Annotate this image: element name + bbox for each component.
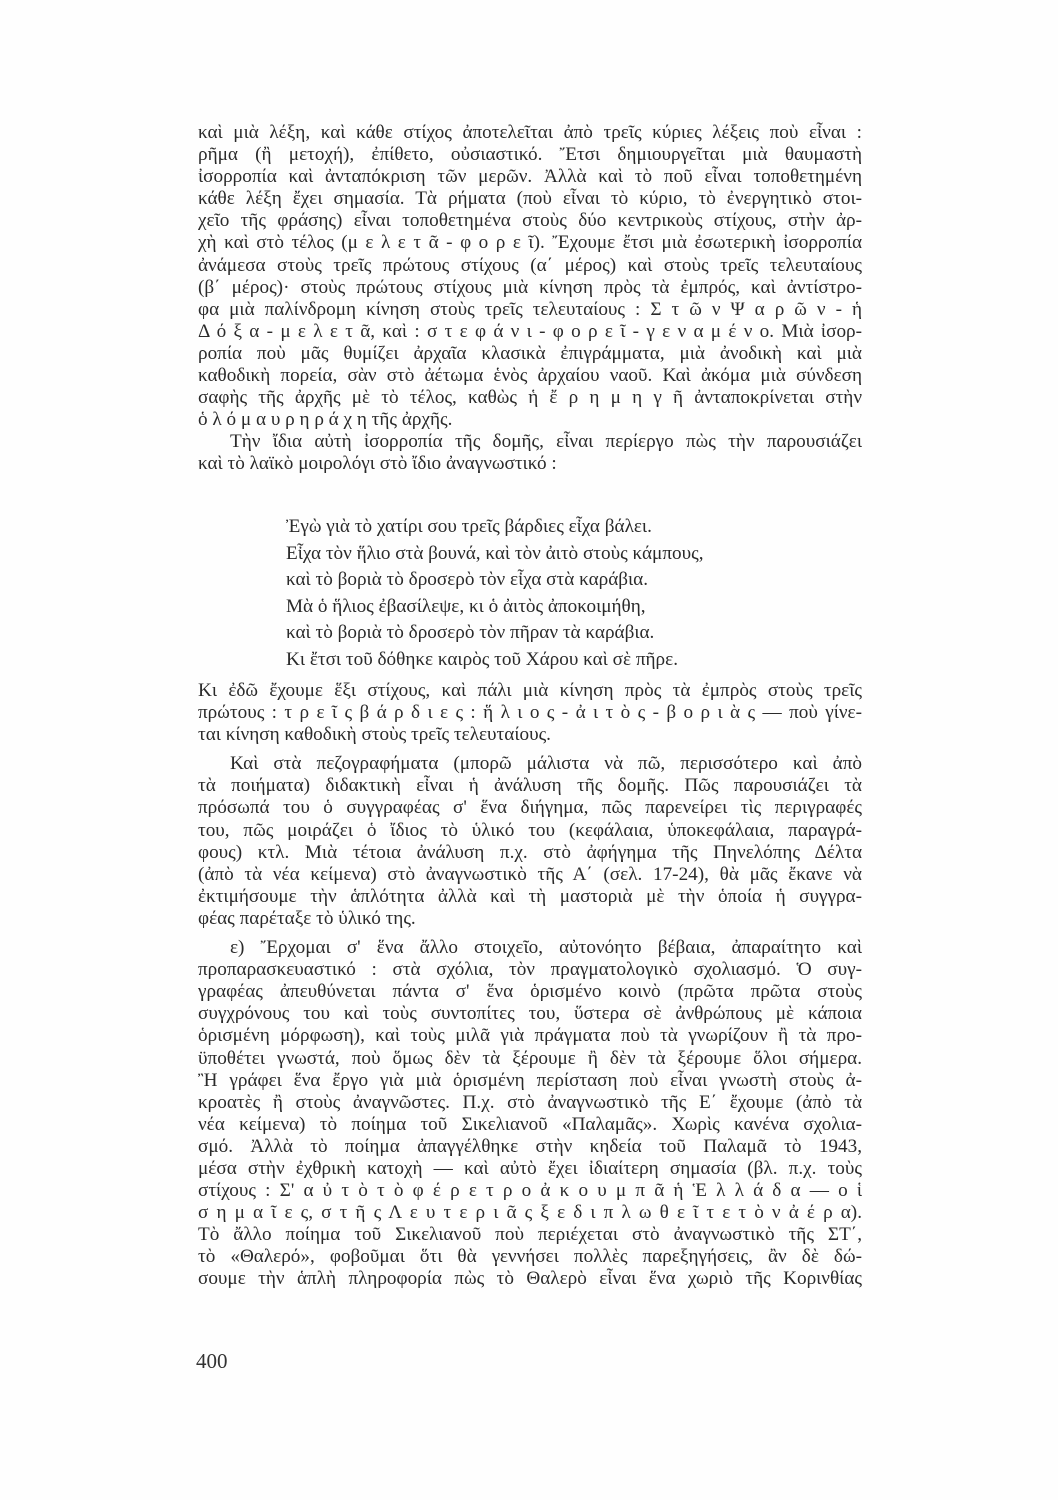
text-line: συγχρόνους του καὶ τοὺς συντοπίτες του, ὕστερα σὲ ἀνθρώπους μὲ κάποια	[198, 1003, 862, 1025]
text-line: (ἀπὸ τὰ νέα κείμενα) στὸ ἀναγνωστικὸ τῆς Α΄ (σελ. 17-24), θὰ μᾶς ἔκανε νὰ	[198, 863, 862, 885]
text-line: σουμε τὴν ἁπλὴ πληροφορία πὼς τὸ Θαλερὸ εἶναι ἕνα χωριὸ τῆς Κορινθίας	[198, 1268, 862, 1290]
text-line: πρόσωπά του ὁ συγγραφέας σ' ἕνα διήγημα, πῶς παρενείρει τὶς περιγραφές	[198, 797, 862, 819]
text-line: ἰσορροπία καὶ ἀνταπόκριση τῶν μερῶν. Ἀλλὰ καὶ τὸ ποῦ εἶναι τοποθετημένη	[198, 166, 862, 188]
page-number: 400	[196, 1349, 228, 1373]
text-line: ὁ λ ό μ α υ ρ η ρ ά χ η τῆς ἀρχῆς.	[198, 409, 453, 431]
poem-line: Ἐγὼ γιὰ τὸ χατίρι σου τρεῖς βάρδιες εἶχα βάλει.	[286, 516, 652, 537]
text-line: ϋποθέτει γνωστά, ποὺ ὅμως δὲν τὰ ξέρουμε ἢ δὲν τὰ ξέρουμε ὅλοι σήμερα.	[198, 1047, 862, 1069]
text-line: Δ ό ξ α - μ ε λ ε τ ᾶ, καὶ : σ τ ε φ ά ν ι - φ ο ρ ε ῖ - γ ε ν α μ έ ν ο. Μιὰ ἰσορ-	[198, 320, 862, 342]
text-line: ται κίνηση καθοδικὴ στοὺς τρεῖς τελευταίους.	[198, 724, 551, 746]
text-line: του, πῶς μοιράζει ὁ ἴδιος τὸ ὑλικό του (κεφάλαια, ὑποκεφάλαια, παραγρά-	[198, 819, 862, 841]
text-line: φέας παρέταξε τὸ ὑλικό της.	[198, 907, 416, 929]
text-line: πρώτους : τ ρ ε ῖ ς β ά ρ δ ι ε ς : ἥ λ ι ο ς - ἀ ι τ ὸ ς - β ο ρ ι ὰ ς — ποὺ γίνε-	[198, 702, 862, 724]
paragraph-block-1	[198, 122, 862, 476]
text-line: ροπία ποὺ μᾶς θυμίζει ἀρχαῖα κλασικὰ ἐπιγράμματα, μιὰ ἀνοδικὴ καὶ μιὰ	[198, 342, 862, 364]
text-line: στίχους : Σ' α ὐ τ ὸ τ ὸ φ έ ρ ε τ ρ ο ἀ κ ο υ μ π ᾶ ἡ Ἑ λ λ ά δ α — ο ἱ	[198, 1180, 862, 1202]
paragraph-block-2	[198, 680, 862, 1291]
text-line: φους) κτλ. Μιὰ τέτοια ἀνάλυση π.χ. στὸ ἀφήγημα τῆς Πηνελόπης Δέλτα	[198, 841, 862, 863]
text-line: Καὶ στὰ πεζογραφήματα (μπορῶ μάλιστα νὰ πῶ, περισσότερο καὶ ἀπὸ	[230, 753, 862, 775]
text-line: προπαρασκευαστικό : στὰ σχόλια, τὸν πραγματολογικὸ σχολιασμό. Ὁ συγ-	[198, 959, 862, 981]
text-line: καὶ τὸ λαϊκὸ μοιρολόγι στὸ ἴδιο ἀναγνωστικό :	[198, 453, 557, 475]
poem-line: Εἶχα τὸν ἥλιο στὰ βουνά, καὶ τὸν ἀιτὸ στοὺς κάμπους,	[286, 542, 704, 564]
poem-line: Κι ἔτσι τοῦ δόθηκε καιρὸς τοῦ Χάρου καὶ σὲ πῆρε.	[286, 648, 678, 670]
text-line: Τὸ ἄλλο ποίημα τοῦ Σικελιανοῦ ποὺ περιέχεται στὸ ἀναγνωστικὸ τῆς ΣΤ΄,	[198, 1224, 862, 1246]
text-line: ρῆμα (ἢ μετοχή), ἐπίθετο, οὐσιαστικό. Ἔτσι δημιουργεῖται μιὰ θαυμαστὴ	[198, 144, 862, 166]
text-line: μέσα στὴν ἐχθρικὴ κατοχὴ — καὶ αὐτὸ ἔχει ἰδιαίτερη σημασία (βλ. π.χ. τοὺς	[198, 1157, 862, 1179]
folk-lament-poem	[286, 514, 866, 674]
text-line: φα μιὰ παλίνδρομη κίνηση στοὺς τρεῖς τελευταίους : Σ τ ῶ ν Ψ α ρ ῶ ν - ἡ	[198, 298, 862, 320]
text-line: τὰ ποιήματα) διδακτικὴ εἶναι ἡ ἀνάλυση τῆς δομῆς. Πῶς παρουσιάζει τὰ	[198, 775, 862, 797]
text-line: Κι ἐδῶ ἔχουμε ἕξι στίχους, καὶ πάλι μιὰ κίνηση πρὸς τὰ ἐμπρὸς στοὺς τρεῖς	[198, 680, 862, 701]
text-line: ὁρισμένη μόρφωση), καὶ τοὺς μιλᾶ γιὰ πράγματα ποὺ τὰ γνωρίζουν ἢ τὰ προ-	[198, 1025, 862, 1047]
text-line: ἀνάμεσα στοὺς τρεῖς πρώτους στίχους (α΄ μέρος) καὶ στοὺς τρεῖς τελευταίους	[198, 254, 862, 276]
text-line: σ η μ α ῖ ε ς, σ τ ῆ ς Λ ε υ τ ε ρ ι ᾶ ς ξ ε δ ι π λ ω θ ε ῖ τ ε τ ὸ ν ἀ έ ρ α).	[198, 1202, 862, 1224]
text-line: χεῖο τῆς φράσης) εἶναι τοποθετημένα στοὺς δύο κεντρικοὺς στίχους, στὴν ἀρ-	[198, 210, 862, 232]
text-line: καθοδικὴ πορεία, σὰν στὸ ἀέτωμα ἑνὸς ἀρχαίου ναοῦ. Καὶ ἀκόμα μιὰ σύνδεση	[198, 365, 862, 387]
text-line: καὶ μιὰ λέξη, καὶ κάθε στίχος ἀποτελεῖται ἀπὸ τρεῖς κύριες λέξεις ποὺ εἶναι :	[198, 122, 862, 143]
text-line: κάθε λέξη ἔχει σημασία. Τὰ ρήματα (ποὺ εἶναι τὸ κύριο, τὸ ἐνεργητικὸ στοι-	[198, 188, 862, 210]
text-line: ἐκτιμήσουμε τὴν ἁπλότητα ἀλλὰ καὶ τὴ μαστοριὰ μὲ τὴν ὁποία ἡ συγγρα-	[198, 885, 862, 907]
poem-line: καὶ τὸ βοριὰ τὸ δροσερὸ τὸν εἶχα στὰ καράβια.	[286, 569, 649, 591]
poem-line: Μὰ ὁ ἥλιος ἐβασίλεψε, κι ὁ ἀιτὸς ἀποκοιμήθη,	[286, 595, 646, 617]
text-line: νέα κείμενα) τὸ ποίημα τοῦ Σικελιανοῦ «Παλαμᾶς». Χωρὶς κανένα σχολια-	[198, 1113, 862, 1135]
text-line: Ἢ γράφει ἕνα ἔργο γιὰ μιὰ ὁρισμένη περίσταση ποὺ εἶναι γνωστὴ στοὺς ἀ-	[198, 1069, 862, 1091]
text-line: σμό. Ἀλλὰ τὸ ποίημα ἀπαγγέλθηκε στὴν κηδεία τοῦ Παλαμᾶ τὸ 1943,	[198, 1135, 862, 1157]
text-line: Τὴν ἴδια αὐτὴ ἰσορροπία τῆς δομῆς, εἶναι περίεργο πὼς τὴν παρουσιάζει	[230, 431, 862, 453]
text-line: κροατὲς ἢ στοὺς ἀναγνῶστες. Π.χ. στὸ ἀναγνωστικὸ τῆς Ε΄ ἔχουμε (ἀπὸ τὰ	[198, 1091, 862, 1113]
text-line: τὸ «Θαλερό», φοβοῦμαι ὅτι θὰ γεννήσει πολλὲς παρεξηγήσεις, ἂν δὲ δώ-	[198, 1246, 862, 1268]
text-line: σαφὴς τῆς ἀρχῆς μὲ τὸ τέλος, καθὼς ἡ ἔ ρ η μ η γ ῆ ἀνταποκρίνεται στὴν	[198, 387, 862, 409]
poem-line: καὶ τὸ βοριὰ τὸ δροσερὸ τὸν πῆραν τὰ καράβια.	[286, 622, 655, 644]
text-line: ε) Ἔρχομαι σ' ἕνα ἄλλο στοιχεῖο, αὐτονόητο βέβαια, ἀπαραίτητο καὶ	[230, 937, 862, 959]
text-line: γραφέας ἀπευθύνεται πάντα σ' ἕνα ὁρισμένο κοινὸ (πρῶτα πρῶτα στοὺς	[198, 981, 862, 1003]
text-line: χὴ καὶ στὸ τέλος (μ ε λ ε τ ᾶ - φ ο ρ ε ῖ). Ἔχουμε ἔτσι μιὰ ἐσωτερικὴ ἰσορροπία	[198, 232, 862, 254]
text-line: (β΄ μέρος)· στοὺς πρώτους στίχους μιὰ κίνηση πρὸς τὰ ἐμπρός, καὶ ἀντίστρο-	[198, 276, 862, 298]
